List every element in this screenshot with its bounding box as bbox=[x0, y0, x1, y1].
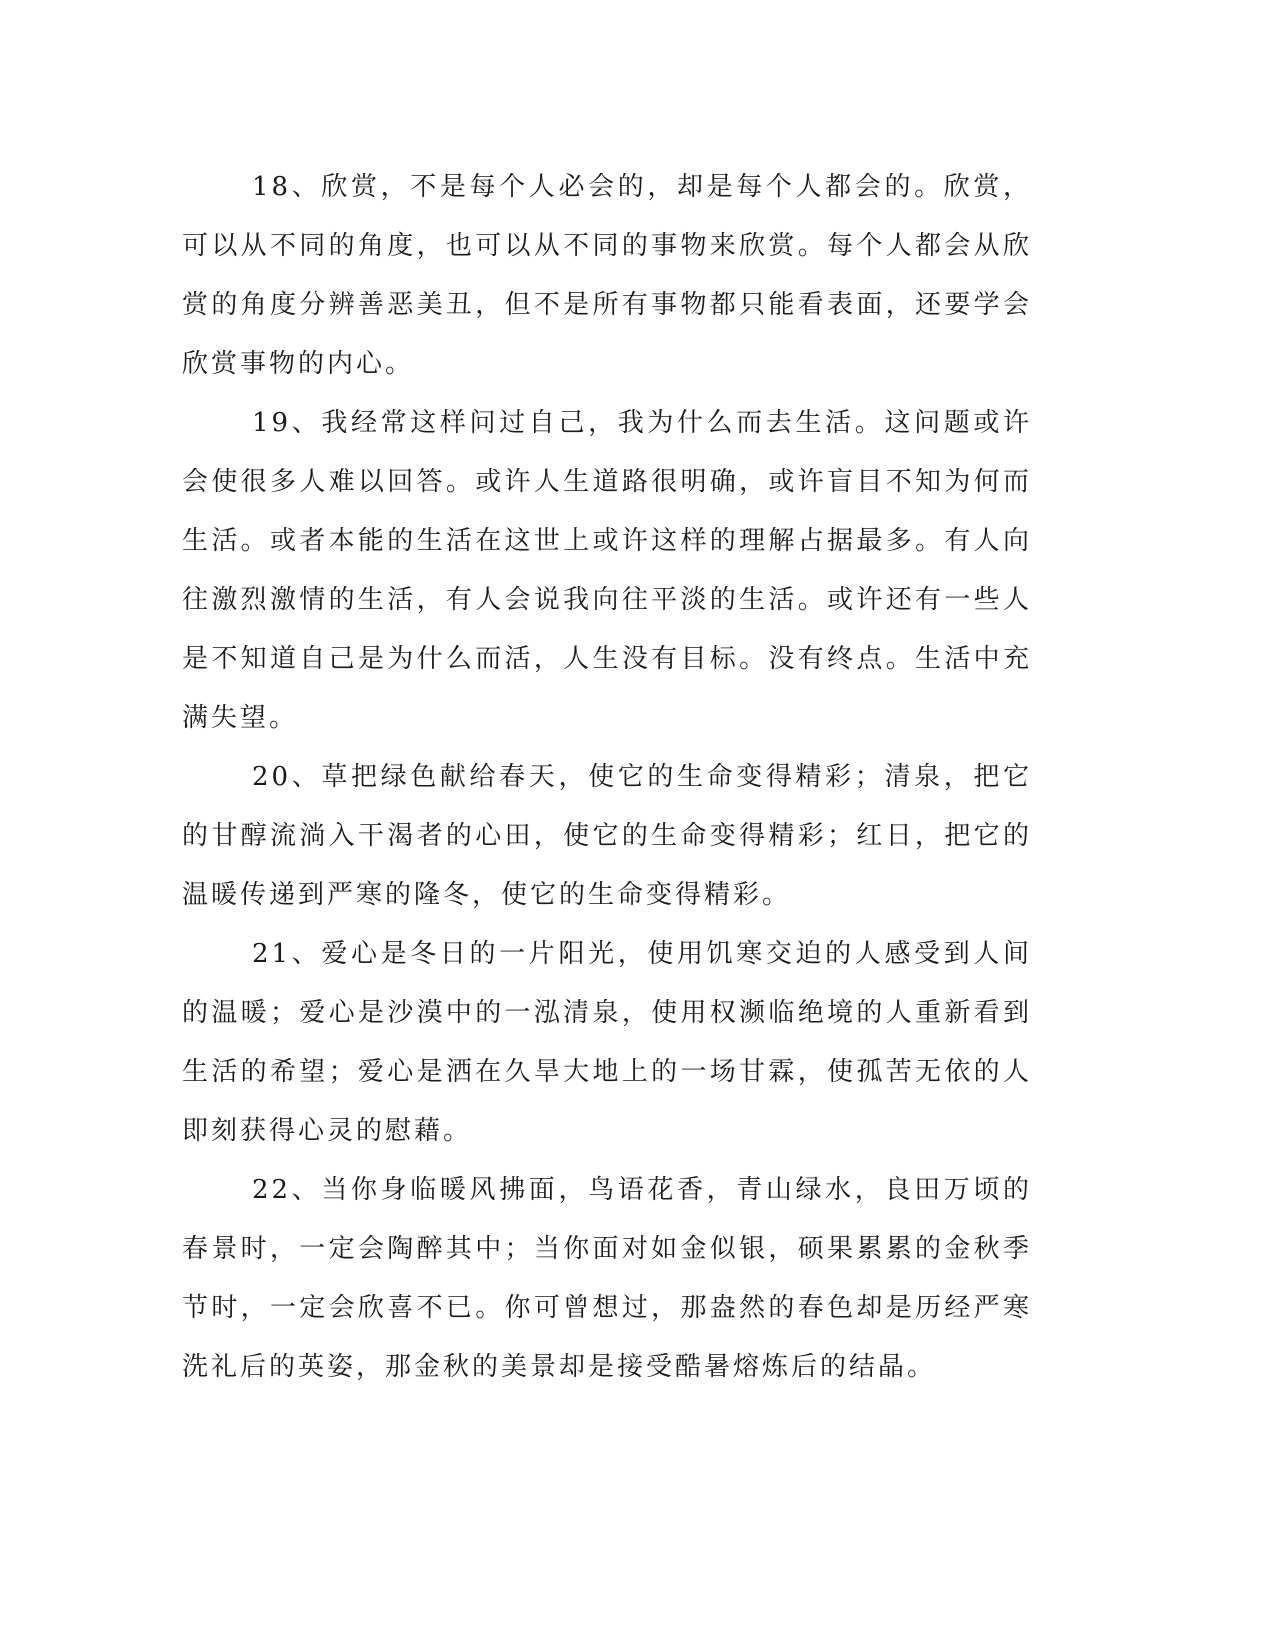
paragraph-20: 20、草把绿色献给春天，使它的生命变得精彩；清泉，把它的甘醇流淌入干渴者的心田，使它的生命变得精彩；红日，把它的温暖传递到严寒的隆冬，使它的生命变得精彩。 bbox=[182, 762, 1032, 910]
document-body bbox=[182, 158, 1032, 1397]
paragraph-19: 19、我经常这样问过自己，我为什么而去生活。这问题或许会使很多人难以回答。或许人生道路很明确，或许盲目不知为何而生活。或者本能的生活在这世上或许这样的理解占据最多。有人向往激烈激情的生活，有人会说我向往平淡的生活。或许还有一些人是不知道自己是为什么而活，人生没有目标。没有终点。生活中充满失望。 bbox=[182, 408, 1032, 733]
paragraph-22: 22、当你身临暖风拂面，鸟语花香，青山绿水，良田万顷的春景时，一定会陶醉其中；当你面对如金似银，硕果累累的金秋季节时，一定会欣喜不已。你可曾想过，那盎然的春色却是历经严寒洗礼后的英姿，那金秋的美景却是接受酷暑熔炼后的结晶。 bbox=[182, 1175, 1032, 1382]
paragraph-18: 18、欣赏，不是每个人必会的，却是每个人都会的。欣赏，可以从不同的角度，也可以从不同的事物来欣赏。每个人都会从欣赏的角度分辨善恶美丑，但不是所有事物都只能看表面，还要学会欣赏事物的内心。 bbox=[182, 172, 1032, 379]
paragraph-21: 21、爱心是冬日的一片阳光，使用饥寒交迫的人感受到人间的温暖；爱心是沙漠中的一泓清泉，使用权濒临绝境的人重新看到生活的希望；爱心是洒在久旱大地上的一场甘霖，使孤苦无依的人即刻获得心灵的慰藉。 bbox=[182, 939, 1032, 1146]
